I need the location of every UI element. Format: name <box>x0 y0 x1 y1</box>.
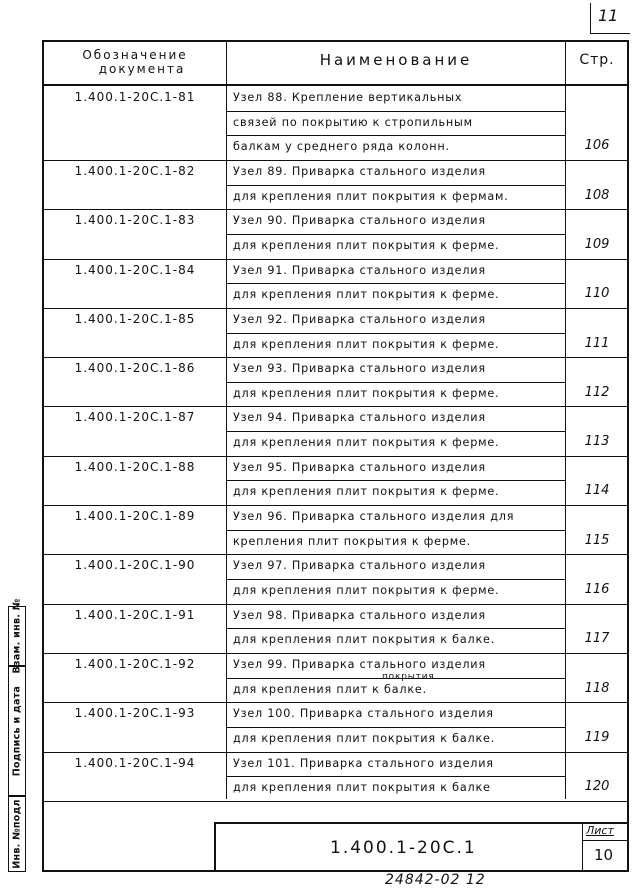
stamp-inv-podl-label: Инв. №подл <box>11 799 23 869</box>
row-name-line: Узел 100. Приварка стального изделия <box>233 707 494 721</box>
sheet-label: Лист <box>586 824 614 837</box>
header-code-line1: Обозначение <box>82 48 188 62</box>
row-code: 1.400.1-20С.1-89 <box>74 509 196 524</box>
row-name-line: Узел 90. Приварка стального изделия <box>233 214 486 228</box>
row-name-line: Узел 96. Приварка стального изделия для <box>233 510 515 524</box>
row-divider <box>42 456 629 457</box>
row-divider <box>42 505 629 506</box>
row-divider <box>226 111 565 112</box>
row-superscript-correction: покрытия <box>382 671 435 682</box>
row-name-line: Узел 98. Приварка стального изделия <box>233 608 486 622</box>
row-page: 111 <box>584 335 610 351</box>
row-code: 1.400.1-20С.1-83 <box>74 213 196 228</box>
row-page: 108 <box>584 187 610 203</box>
title-block-sheet-divider <box>582 840 629 841</box>
header-code-line2: документа <box>98 62 186 76</box>
row-divider <box>226 628 565 629</box>
row-name-line: для крепления плит покрытия к фермам. <box>233 189 509 203</box>
row-page: 110 <box>584 286 610 302</box>
row-name-line: Узел 89. Приварка стального изделия <box>233 164 486 178</box>
row-code: 1.400.1-20С.1-88 <box>74 459 196 474</box>
row-name-line: Узел 99. Приварка стального изделия <box>233 657 486 671</box>
row-name-line: Узел 95. Приварка стального изделия <box>233 460 486 474</box>
header-code <box>44 48 226 76</box>
row-divider <box>42 702 629 703</box>
row-divider <box>226 185 565 186</box>
row-name-line: для крепления плит покрытия к ферме. <box>233 337 500 351</box>
row-name-line: для крепления плит покрытия к ферме. <box>233 386 500 400</box>
row-divider <box>42 752 629 753</box>
stamp-inv-podl <box>8 796 26 872</box>
row-divider <box>226 382 565 383</box>
row-code: 1.400.1-20С.1-90 <box>74 558 196 573</box>
row-divider <box>226 333 565 334</box>
row-divider <box>42 308 629 309</box>
row-name-line: для крепления плит покрытия к балке. <box>233 731 496 745</box>
row-code: 1.400.1-20С.1-93 <box>74 706 196 721</box>
row-code: 1.400.1-20С.1-94 <box>74 755 196 770</box>
row-name-line: для крепления плит покрытия к балке <box>233 781 491 795</box>
row-divider <box>226 480 565 481</box>
row-name-line: для крепления плит покрытия к ферме. <box>233 238 500 252</box>
row-divider <box>42 801 629 802</box>
row-page: 113 <box>584 434 610 450</box>
row-divider <box>42 357 629 358</box>
title-block-divider <box>582 822 583 872</box>
row-page: 115 <box>584 532 610 548</box>
row-code: 1.400.1-20С.1-86 <box>74 361 196 376</box>
row-code: 1.400.1-20С.1-84 <box>74 262 196 277</box>
stamp-podpis-data <box>8 666 26 796</box>
row-page: 116 <box>584 582 610 597</box>
row-name-line: для крепления плит покрытия к балке. <box>233 633 496 647</box>
row-name-line: Узел 93. Приварка стального изделия <box>233 362 486 376</box>
row-name-line: для крепления плит покрытия к ферме. <box>233 584 500 597</box>
row-name-line: Узел 101. Приварка стального изделия <box>233 756 494 770</box>
row-name-line: для крепления плит покрытия к ферме. <box>233 288 500 302</box>
row-page: 120 <box>584 779 610 795</box>
row-divider <box>226 283 565 284</box>
row-divider <box>42 653 629 654</box>
row-name-line: балкам у среднего ряда колонн. <box>233 140 450 154</box>
page-number: 11 <box>598 6 619 25</box>
row-divider <box>226 727 565 728</box>
stamp-vzam-inv-label: Взам. инв. № <box>11 598 23 674</box>
row-page: 112 <box>584 384 610 400</box>
row-divider <box>42 604 629 605</box>
row-divider <box>42 160 629 161</box>
row-name-line: для крепления плит покрытия к ферме. <box>233 436 500 450</box>
row-name-line: Узел 97. Приварка стального изделия <box>233 559 486 573</box>
row-divider <box>42 209 629 210</box>
row-divider <box>226 234 565 235</box>
col-divider-code <box>226 40 227 799</box>
row-divider <box>226 530 565 531</box>
row-code: 1.400.1-20С.1-85 <box>74 311 196 326</box>
header-name: Наименование <box>319 51 473 69</box>
row-name-line: Узел 91. Приварка стального изделия <box>233 263 486 277</box>
row-code: 1.400.1-20С.1-92 <box>74 656 196 671</box>
stamp-podpis-data-label: Подпись и дата <box>11 685 23 777</box>
row-name-line: крепления плит покрытия к ферме. <box>233 534 472 548</box>
stamp-vzam-inv <box>8 598 26 674</box>
row-divider <box>42 406 629 407</box>
row-divider <box>226 579 565 580</box>
row-divider <box>226 135 565 136</box>
row-code: 1.400.1-20С.1-87 <box>74 410 196 425</box>
row-name-line: для крепления плит к балке. <box>233 682 427 696</box>
row-divider <box>226 776 565 777</box>
row-page: 106 <box>584 138 610 154</box>
row-divider <box>226 431 565 432</box>
row-name-line: Узел 94. Приварка стального изделия <box>233 411 486 425</box>
row-divider <box>42 554 629 555</box>
header-page: Стр. <box>579 52 615 68</box>
row-page: 117 <box>584 631 610 647</box>
sheet-number: 10 <box>594 846 614 864</box>
row-divider <box>42 259 629 260</box>
row-code: 1.400.1-20С.1-81 <box>74 90 196 104</box>
row-page: 118 <box>584 680 610 696</box>
footer-archive-number: 24842-02 12 <box>385 872 486 888</box>
row-page: 114 <box>584 483 610 499</box>
header-divider <box>42 84 629 86</box>
row-page: 119 <box>584 729 610 745</box>
row-page: 109 <box>584 236 610 252</box>
row-name-line: для крепления плит покрытия к ферме. <box>233 485 500 499</box>
row-code: 1.400.1-20С.1-82 <box>74 163 196 178</box>
row-name-line: Узел 88. Крепление вертикальных <box>233 91 463 104</box>
row-code: 1.400.1-20С.1-91 <box>74 607 196 622</box>
title-block-code: 1.400.1-20С.1 <box>330 838 477 858</box>
row-name-line: Узел 92. Приварка стального изделия <box>233 312 486 326</box>
row-name-line: связей по покрытию к стропильным <box>233 115 473 129</box>
